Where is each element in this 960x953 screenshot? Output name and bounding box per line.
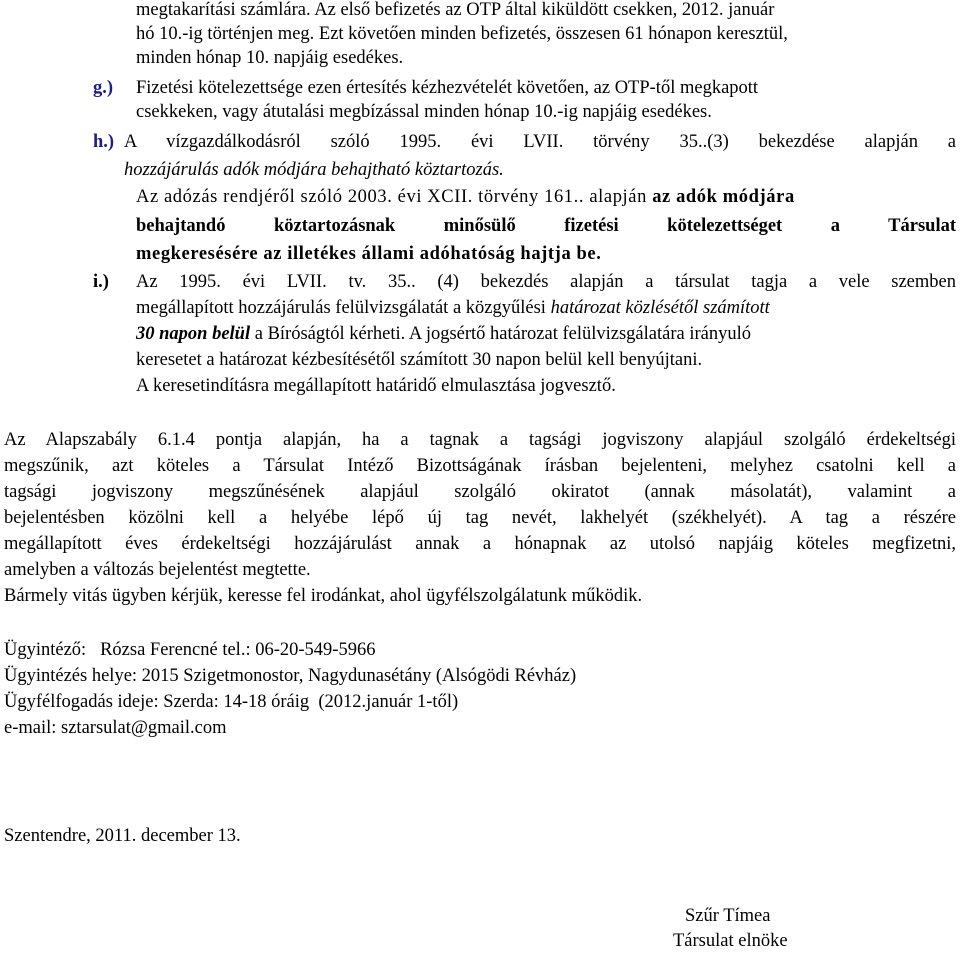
- item-g-marker: g.): [93, 78, 114, 98]
- item-h-marker: h.): [93, 132, 115, 152]
- paragraph-line-1: Az Alapszabály 6.1.4 pontja alapján, ha a tagnak a tagsági jogviszony alapjául szolgáló érdekeltségi: [4, 430, 956, 450]
- item-i-line-3-emphasis: 30 napon belül: [136, 324, 251, 344]
- place-date: Szentendre, 2011. december 13.: [4, 826, 241, 846]
- item-i-line-3: [136, 322, 751, 346]
- item-h-line-3: [136, 185, 795, 209]
- paragraph-line-4: bejelentésben közölni kell a helyébe lépő új tag nevét, lakhelyét (székhelyét). A tag a részére: [4, 508, 956, 528]
- signature-name: Szűr Tímea: [685, 906, 771, 926]
- paragraph-line-3: tagsági jogviszony megszűnésének alapjául szolgáló okiratot (annak másolatát), valamint a: [4, 482, 956, 502]
- signature-title: Társulat elnöke: [673, 931, 788, 951]
- item-h-line-1: A vízgazdálkodásról szóló 1995. évi LVII. törvény 35..(3) bekezdése alapján a: [124, 132, 956, 152]
- item-f-line-1: megtakarítási számlára. Az első befizetés az OTP által kiküldött csekken, 2012. január: [136, 0, 775, 20]
- paragraph-line-2: megszűnik, azt köteles a Társulat Intéző Bizottságának írásban bejelenteni, melyhez csatolni kell a: [4, 456, 956, 476]
- paragraph-line-7: Bármely vitás ügyben kérjük, keresse fel irodánkat, ahol ügyfélszolgálatunk működik.: [4, 586, 643, 606]
- item-h-line-2: hozzájárulás adók módjára behajtható köztartozás.: [124, 160, 504, 180]
- item-i-line-2: [136, 296, 770, 320]
- item-i-marker: i.): [93, 272, 109, 292]
- contact-clerk: Ügyintéző: Rózsa Ferencné tel.: 06-20-549-5966: [4, 640, 376, 660]
- item-i-line-1: Az 1995. évi LVII. tv. 35.. (4) bekezdés alapján a társulat tagja a vele szemben: [136, 272, 956, 292]
- item-h-line-3-emphasis: az adók módjára: [652, 187, 795, 207]
- paragraph-line-6: amelyben a változás bejelentést megtette.: [4, 560, 311, 580]
- item-h-line-5: megkeresésére az illetékes állami adóhatóság hajtja be.: [136, 244, 602, 264]
- item-h-line-4: behajtandó köztartozásnak minősülő fizetési kötelezettséget a Társulat: [136, 216, 956, 236]
- contact-email: e-mail: sztarsulat@gmail.com: [4, 718, 227, 738]
- item-i-line-2-text: megállapított hozzájárulás felülvizsgálatát a közgyűlési: [136, 298, 551, 318]
- item-f-line-2: hó 10.-ig történjen meg. Ezt követően minden befizetés, összesen 61 hónapon keresztül,: [136, 24, 788, 44]
- item-h-line-3-text: Az adózás rendjéről szóló 2003. évi XCII. törvény 161.. alapján: [136, 187, 653, 207]
- item-g-line-2: csekkeken, vagy átutalási megbízással minden hónap 10.-ig napjáig esedékes.: [136, 102, 712, 122]
- contact-location: Ügyintézés helye: 2015 Szigetmonostor, Nagydunasétány (Alsógödi Révház): [4, 666, 577, 686]
- item-f-line-3: minden hónap 10. napjáig esedékes.: [136, 48, 404, 68]
- item-i-line-3-text: a Bíróságtól kérheti. A jogsértő határozat felülvizsgálatára irányuló: [250, 324, 751, 344]
- item-g-line-1: Fizetési kötelezettsége ezen értesítés kézhezvételét követően, az OTP-től megkapott: [136, 78, 759, 98]
- item-i-line-5: A keresetindításra megállapított határidő elmulasztása jogvesztő.: [136, 376, 616, 396]
- item-i-line-4: keresetet a határozat kézbesítésétől számított 30 napon belül kell benyújtani.: [136, 350, 703, 370]
- item-i-line-2-italic: határozat közlésétől számított: [550, 298, 770, 318]
- paragraph-line-5: megállapított éves érdekeltségi hozzájárulást annak a hónapnak az utolsó napjáig köteles megfizetni,: [4, 534, 956, 554]
- contact-hours: Ügyfélfogadás ideje: Szerda: 14-18 óráig (2012.január 1-től): [4, 692, 459, 712]
